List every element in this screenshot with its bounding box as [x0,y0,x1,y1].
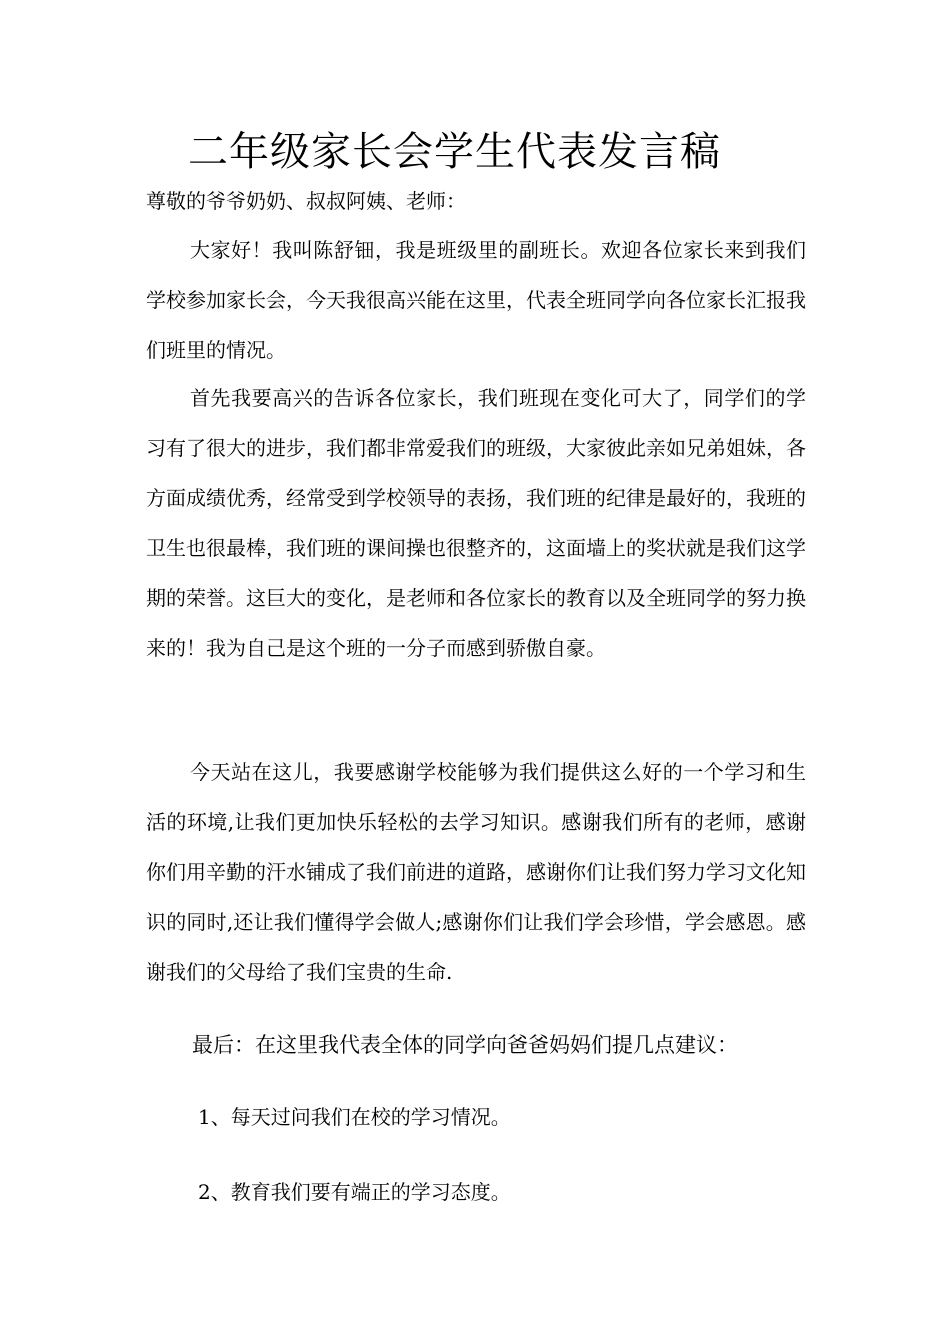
document-title: 二年级家长会学生代表发言稿 [188,129,721,175]
paragraph-greeting: 大家好！我叫陈舒钿，我是班级里的副班长。欢迎各位家长来到我们学校参加家长会，今天我很高兴能在这里，代表全班同学向各位家长汇报我们班里的情况。 [146,238,806,362]
suggestion-item: 1、每天过问我们在校的学习情况。 [198,1105,511,1129]
paragraph-thanks: 今天站在这儿，我要感谢学校能够为我们提供这么好的一个学习和生活的环境,让我们更加快乐轻松的去学习知识。感谢我们所有的老师，感谢你们用辛勤的汗水铺成了我们前进的道路，感谢你们让我们努力学习文化知识的同时,还让我们懂得学会做人;感谢你们让我们学会珍惜，学会感恩。感谢我们的父母给了我们宝贵的生命. [146,760,806,984]
closing-line: 最后：在这里我代表全体的同学向爸爸妈妈们提几点建议： [192,1033,738,1057]
suggestion-item: 2、教育我们要有端正的学习态度。 [198,1180,511,1204]
salutation: 尊敬的爷爷奶奶、叔叔阿姨、老师： [146,189,466,213]
paragraph-class-changes: 首先我要高兴的告诉各位家长，我们班现在变化可大了，同学们的学习有了很大的进步，我们都非常爱我们的班级，大家彼此亲如兄弟姐妹，各方面成绩优秀，经常受到学校领导的表扬，我们班的纪律是最好的，我班的卫生也很最棒，我们班的课间操也很整齐的，这面墙上的奖状就是我们这学期的荣誉。这巨大的变化，是老师和各位家长的教育以及全班同学的努力换来的！我为自己是这个班的一分子而感到骄傲自豪。 [146,386,806,660]
